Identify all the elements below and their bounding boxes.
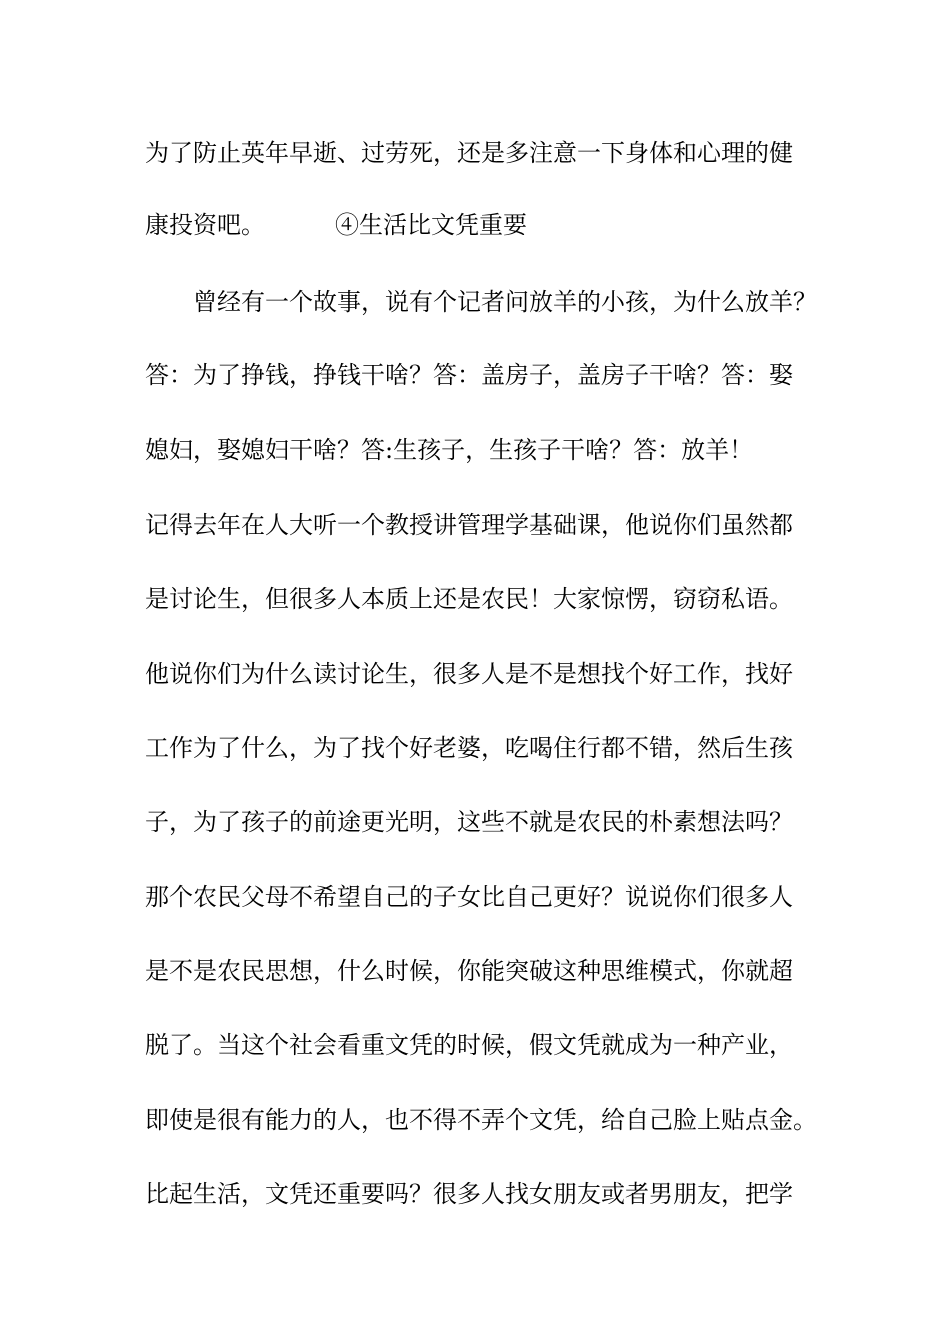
section-heading: ④生活比文凭重要 [335, 211, 527, 239]
text-line-10: 子，为了孩子的前途更光明，这些不就是农民的朴素想法吗？ [145, 808, 793, 836]
text-line-1: 为了防止英年早逝、过劳死，还是多注意一下身体和心理的健 [145, 139, 793, 167]
text-line-13: 脱了。当这个社会看重文凭的时候，假文凭就成为一种产业， [145, 1031, 793, 1059]
text-line-15: 比起生活，文凭还重要吗？很多人找女朋友或者男朋友，把学 [145, 1180, 793, 1208]
text-line-11: 那个农民父母不希望自己的子女比自己更好？说说你们很多人 [145, 883, 793, 911]
text-line-14: 即使是很有能力的人，也不得不弄个文凭，给自己脸上贴点金。 [145, 1106, 817, 1134]
text-line-3: 曾经有一个故事，说有个记者问放羊的小孩，为什么放羊？ [193, 288, 817, 316]
text-line-6: 记得去年在人大听一个教授讲管理学基础课，他说你们虽然都 [145, 511, 793, 539]
text-line-5: 媳妇，娶媳妇干啥？答:生孩子，生孩子干啥？答：放羊！ [145, 436, 754, 464]
text-line-2 [145, 205, 835, 245]
text-line-7: 是讨论生，但很多人本质上还是农民！大家惊愣，窃窃私语。 [145, 585, 793, 613]
text-line-2-body: 康投资吧。 [145, 211, 265, 239]
text-line-9: 工作为了什么，为了找个好老婆，吃喝住行都不错，然后生孩 [145, 734, 793, 762]
text-line-12: 是不是农民思想，什么时候，你能突破这种思维模式，你就超 [145, 957, 793, 985]
text-line-8: 他说你们为什么读讨论生，很多人是不是想找个好工作，找好 [145, 660, 793, 688]
text-line-4: 答：为了挣钱，挣钱干啥？答：盖房子，盖房子干啥？答：娶 [145, 361, 793, 389]
